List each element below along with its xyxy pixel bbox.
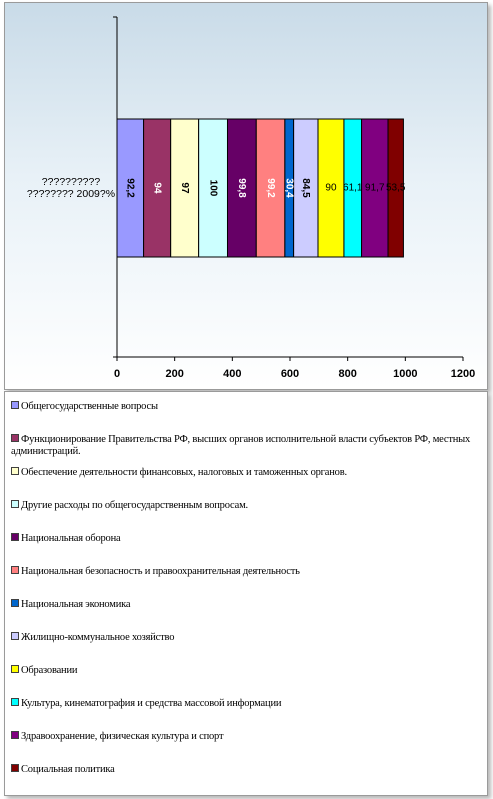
chart-area bbox=[4, 2, 488, 390]
data-label: 99,8 bbox=[236, 178, 248, 198]
category-label: ?????????? bbox=[41, 176, 101, 188]
legend-item bbox=[11, 434, 485, 458]
legend-swatch bbox=[11, 566, 19, 574]
x-tick-label: 1000 bbox=[393, 368, 418, 380]
legend-label: Национальная оборона bbox=[21, 533, 121, 544]
legend-swatch bbox=[11, 467, 19, 475]
data-label: 97 bbox=[179, 182, 191, 194]
legend-item bbox=[11, 566, 485, 578]
data-label: 30,4 bbox=[283, 178, 295, 198]
legend-item bbox=[11, 632, 485, 644]
data-label: 61,1 bbox=[343, 182, 363, 194]
x-tick-label: 200 bbox=[165, 368, 184, 380]
legend-label: Другие расходы по общегосударственным вопросам. bbox=[21, 500, 248, 511]
legend-label: Национальная экономика bbox=[21, 599, 131, 610]
x-tick-label: 0 bbox=[113, 368, 121, 380]
legend-item bbox=[11, 533, 485, 545]
legend-label: Здравоохранение, физическая культура и спорт bbox=[21, 731, 224, 742]
x-tick-label: 1200 bbox=[450, 368, 476, 380]
data-label: 91,7 bbox=[365, 182, 385, 194]
legend-label: Социальная политика bbox=[21, 764, 115, 775]
legend-swatch bbox=[11, 401, 19, 409]
legend bbox=[4, 391, 488, 796]
legend-label: Функционирование Правительства РФ, высших органов исполнительной власти субъектов РФ, местных администраций. bbox=[11, 434, 471, 457]
bar-chart bbox=[5, 3, 487, 389]
legend-swatch bbox=[11, 698, 19, 706]
data-label: 84,5 bbox=[300, 178, 312, 198]
data-label: 99,2 bbox=[264, 178, 276, 198]
legend-item bbox=[11, 500, 485, 512]
legend-item bbox=[11, 401, 485, 413]
legend-item bbox=[11, 731, 485, 743]
legend-label: Жилищно-коммунальное хозяйство bbox=[21, 632, 175, 643]
category-label: ???????? 2009?% bbox=[26, 188, 116, 200]
data-label: 94 bbox=[151, 182, 163, 194]
x-tick-label: 600 bbox=[280, 368, 300, 380]
legend-swatch bbox=[11, 665, 19, 673]
legend-swatch bbox=[11, 764, 19, 772]
legend-label: Обеспечение деятельности финансовых, налоговых и таможенных органов. bbox=[21, 467, 347, 478]
legend-item bbox=[11, 599, 485, 611]
legend-swatch bbox=[11, 731, 19, 739]
legend-label: Культура, кинематография и средства массовой информации bbox=[21, 698, 282, 709]
legend-item bbox=[11, 467, 485, 479]
data-label: 53,5 bbox=[385, 182, 406, 194]
x-tick-label: 800 bbox=[338, 368, 357, 380]
data-label: 100 bbox=[207, 179, 219, 197]
legend-label: Национальная безопасность и правоохранительная деятельность bbox=[21, 566, 300, 577]
data-label: 90 bbox=[325, 182, 337, 194]
legend-swatch bbox=[11, 632, 19, 640]
legend-item bbox=[11, 665, 485, 677]
legend-label: Образовании bbox=[21, 665, 78, 676]
legend-swatch bbox=[11, 599, 19, 607]
data-label: 92,2 bbox=[124, 178, 136, 198]
legend-label: Общегосударственные вопросы bbox=[21, 401, 158, 412]
legend-swatch bbox=[11, 500, 19, 508]
legend-swatch bbox=[11, 434, 19, 442]
legend-item bbox=[11, 698, 485, 710]
x-tick-label: 400 bbox=[223, 368, 242, 380]
legend-swatch bbox=[11, 533, 19, 541]
legend-item bbox=[11, 764, 485, 776]
